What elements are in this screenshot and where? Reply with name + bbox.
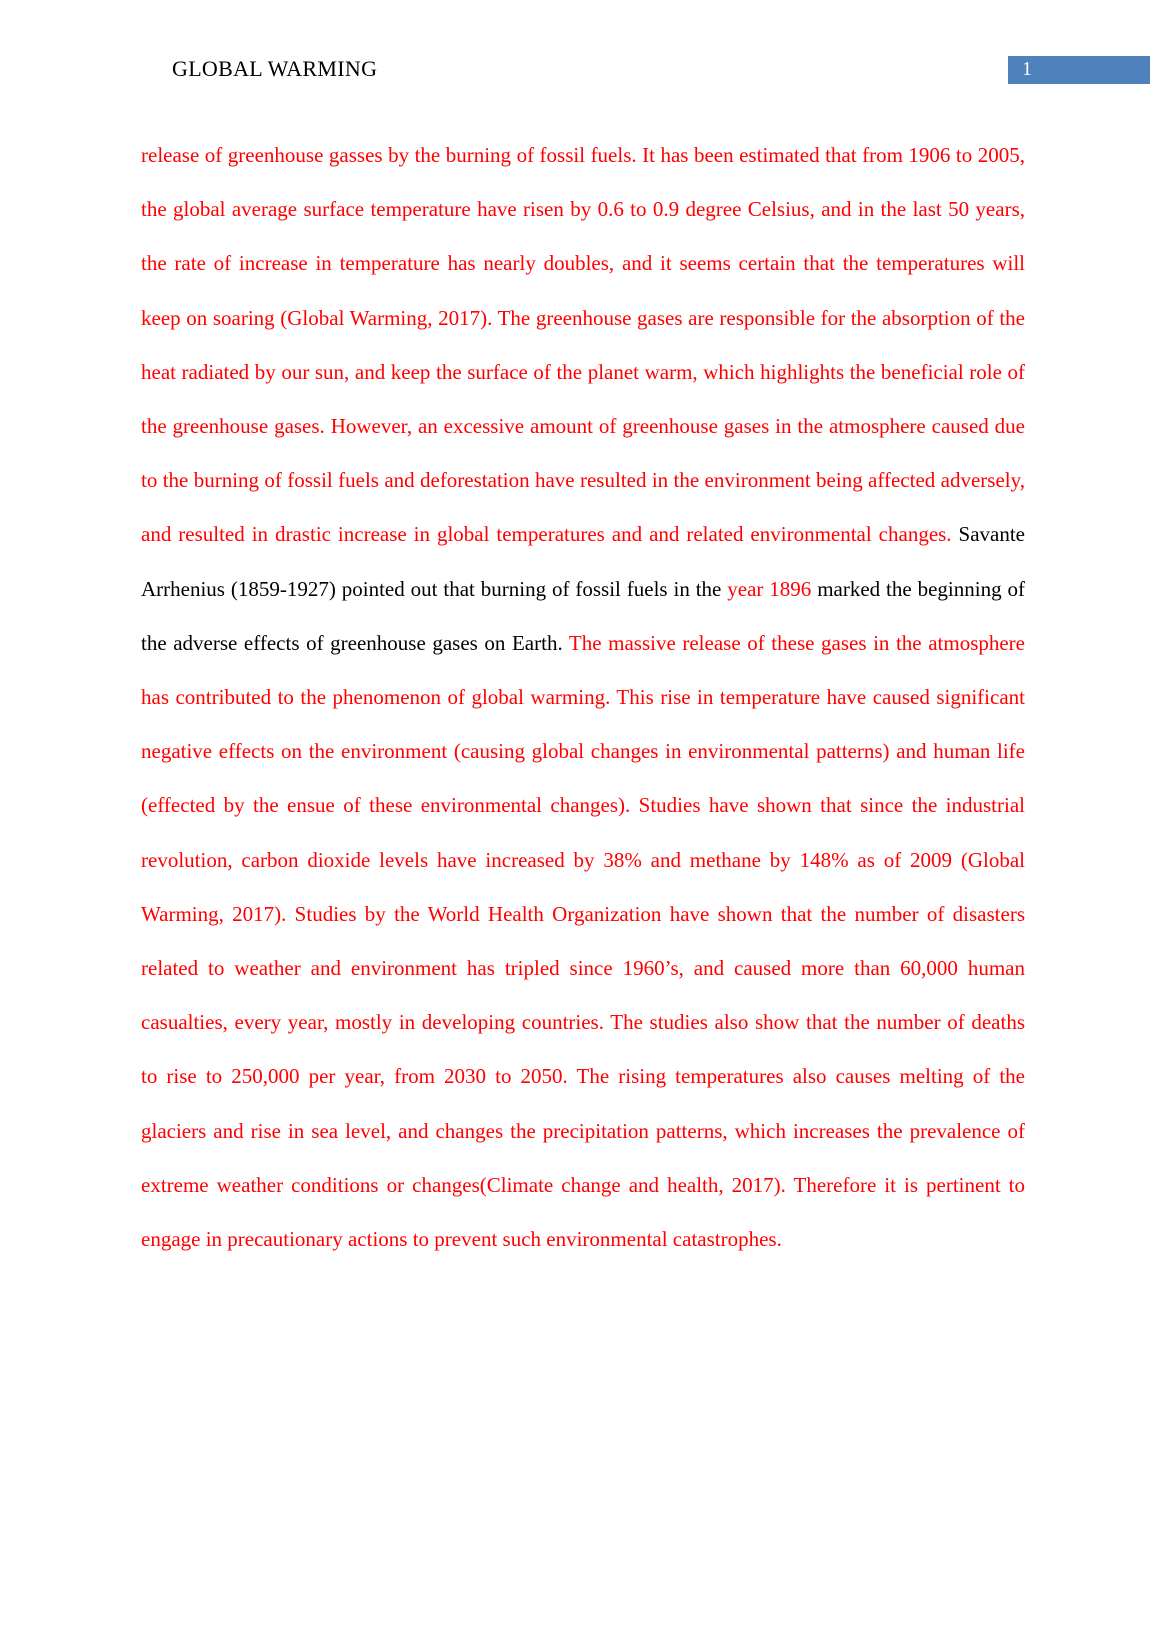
page-number: 1: [1022, 58, 1032, 80]
body-paragraph: [141, 128, 1025, 1266]
text-segment-black-2: marked the beginning of the adverse effects of greenhouse gases on Earth.: [141, 576, 1025, 655]
running-head: GLOBAL WARMING: [172, 56, 378, 81]
text-segment-black-1: Savante Arrhenius (1859-1927) pointed out that burning of fossil fuels in the: [141, 522, 1025, 601]
text-segment-red-1: release of greenhouse gasses by the burning of fossil fuels. It has been estimated that from 1906 to 2005, the global average surface temperature have risen by 0.6 to 0.9 degree Celsius, and in the last 50 years, the rate of increase in temperature has nearly doubles, and it seems certain that the temperatures will keep on soaring (Global Warming, 2017). The greenhouse gases are responsible for the absorption of the heat radiated by our sun, and keep the surface of the planet warm, which highlights the beneficial role of the greenhouse gases. However, an excessive amount of greenhouse gases in the atmosphere caused due to the burning of fossil fuels and deforestation have resulted in the environment being affected adversely, and resulted in drastic increase in global temperatures and and related environmental changes.: [141, 143, 1025, 547]
text-segment-red-3: The massive release of these gases in the atmosphere has contributed to the phenomenon of global warming. This rise in temperature have caused significant negative effects on the environment (causing global changes in environmental patterns) and human life (effected by the ensue of these environmental changes). Studies have shown that since the industrial revolution, carbon dioxide levels have increased by 38% and methane by 148% as of 2009 (Global Warming, 2017). Studies by the World Health Organization have shown that the number of disasters related to weather and environment has tripled since 1960’s, and caused more than 60,000 human casualties, every year, mostly in developing countries. The studies also show that the number of deaths to rise to 250,000 per year, from 2030 to 2050. The rising temperatures also causes melting of the glaciers and rise in sea level, and changes the precipitation patterns, which increases the prevalence of extreme weather conditions or changes(Climate change and health, 2017). Therefore it is pertinent to engage in precautionary actions to prevent such environmental catastrophes.: [141, 630, 1025, 1252]
page-number-box: [1008, 56, 1150, 84]
text-segment-red-2: year 1896: [727, 576, 812, 601]
